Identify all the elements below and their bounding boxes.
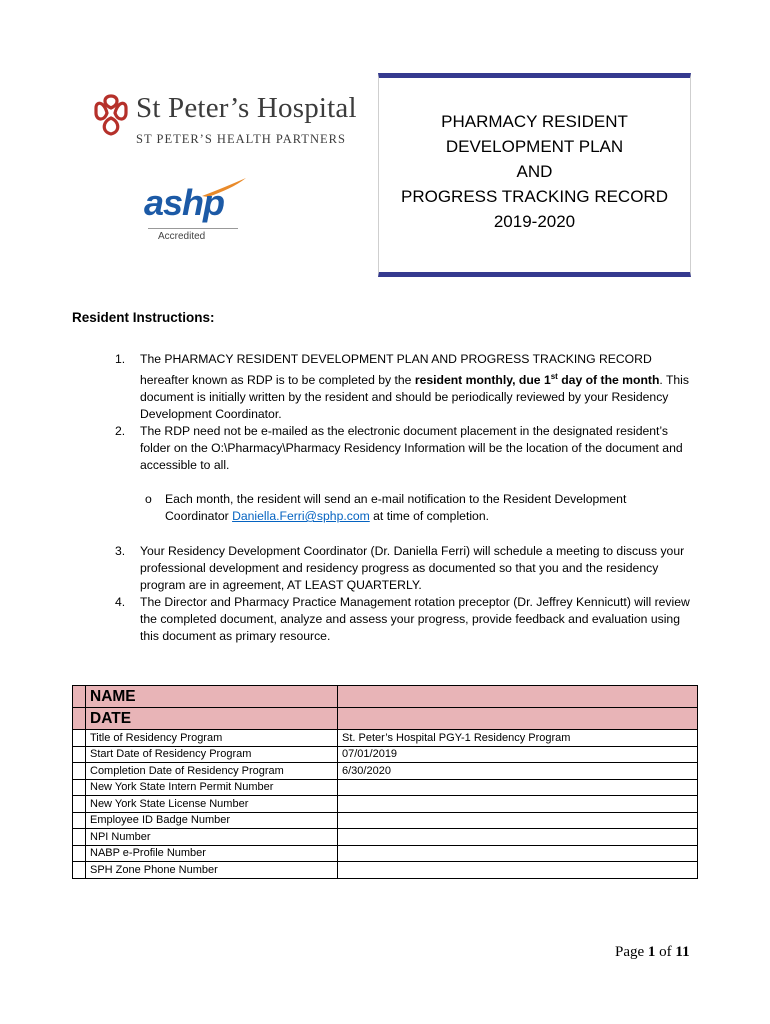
gutter-cell [73,812,86,829]
item-text: The RDP need not be e-mailed as the electronic document placement in the designated resident’s folder on the O:\Pharmacy\Pharmacy Residency Information will be the location of the document and accessible to all. [140,424,683,473]
row-value[interactable]: 6/30/2020 [338,763,698,780]
table-row [73,730,698,747]
item-superscript: st [550,372,558,381]
title-line-3: AND [516,162,553,181]
table-row [73,763,698,780]
row-label: New York State Intern Permit Number [86,779,338,796]
row-value[interactable]: St. Peter’s Hospital PGY-1 Residency Program [338,730,698,747]
title-line-1: PHARMACY RESIDENT [441,112,628,131]
table-row [73,779,698,796]
item-bold-text: resident monthly, due 1 [414,373,551,388]
hospital-name: St Peter’s Hospital [136,92,357,124]
name-label: NAME [86,686,338,708]
item-bold-text-2: day of the month [557,373,660,388]
item-text-2: . This document is initially written by the resident and should be periodically reviewed by your Residency Development Coordinator. [140,373,689,422]
page-current: 1 [647,944,656,960]
instructions-list-top [115,351,700,474]
row-label: Completion Date of Residency Program [86,763,338,780]
sub-text: Each month, the resident will send an e-mail notification to the Resident Development Coordinator [165,492,627,523]
item-number: 3. [115,544,126,558]
instructions-heading: Resident Instructions: [72,310,215,325]
gutter-cell [73,746,86,763]
instruction-item-2 [115,423,700,474]
gutter-cell [73,779,86,796]
row-value[interactable] [338,796,698,813]
row-value[interactable] [338,845,698,862]
document-title-box [378,73,691,277]
gutter-cell [73,686,86,708]
coordinator-email-link[interactable]: Daniella.Ferri@sphp.com [232,509,370,523]
row-label: Employee ID Badge Number [86,812,338,829]
row-label: NPI Number [86,829,338,846]
item-text: Your Residency Development Coordinator (Dr. Daniella Ferri) will schedule a meeting to discuss your professional development and residency progress as documented so that you and the residency program are in agreement, AT LEAST QUARTERLY. [140,544,685,592]
item-number: 4. [115,595,126,609]
row-label: New York State License Number [86,796,338,813]
row-value[interactable] [338,862,698,879]
gutter-cell [73,730,86,747]
of-word: of [659,944,672,960]
table-row-date [73,708,698,730]
title-line-2: DEVELOPMENT PLAN [445,137,624,156]
title-line-5: 2019-2020 [493,212,576,231]
item-text: The PHARMACY RESIDENT DEVELOPMENT PLAN AND PROGRESS TRACKING RECORD hereafter known as RDP is to be completed by the [140,352,652,388]
row-value[interactable]: 07/01/2019 [338,746,698,763]
item-number: 1. [115,352,126,366]
table-row [73,796,698,813]
row-value[interactable] [338,812,698,829]
health-partners-name: ST PETER’S HEALTH PARTNERS [136,132,346,146]
table-row [73,746,698,763]
instruction-item-3 [115,543,700,594]
ashp-divider [148,228,238,229]
row-value[interactable] [338,829,698,846]
table-row [73,829,698,846]
date-label: DATE [86,708,338,730]
gutter-cell [73,862,86,879]
ashp-accredited-logo [144,176,244,246]
table-row [73,812,698,829]
st-peters-hospital-logo [90,92,360,152]
gutter-cell [73,845,86,862]
gutter-cell [73,829,86,846]
table-row [73,862,698,879]
page-total: 11 [675,944,690,960]
item-text: The Director and Pharmacy Practice Management rotation preceptor (Dr. Jeffrey Kennicutt) will review the completed document, analyze and assess your progress, provide feedback and evaluation using this document as primary resource. [140,595,690,643]
gutter-cell [73,708,86,730]
ashp-accredited-label: Accredited [158,231,206,242]
table-row [73,845,698,862]
row-label: Title of Residency Program [86,730,338,747]
row-value[interactable] [338,779,698,796]
resident-info-table [72,685,698,879]
gutter-cell [73,763,86,780]
title-line-4: PROGRESS TRACKING RECORD [400,187,668,206]
gutter-cell [73,796,86,813]
row-label: NABP e-Profile Number [86,845,338,862]
instructions-list-bottom [115,543,700,645]
item-number: 2. [115,424,126,439]
row-label: Start Date of Residency Program [86,746,338,763]
page-word: Page [615,944,645,960]
name-value-field[interactable] [338,686,698,708]
ashp-wordmark: ashp [144,182,225,223]
sub-text-2: at time of completion. [369,509,489,523]
instruction-item-4 [115,594,700,645]
page-number [615,944,690,961]
date-value-field[interactable] [338,708,698,730]
row-label: SPH Zone Phone Number [86,862,338,879]
sub-bullet-marker: o [145,492,152,506]
celtic-cross-icon [90,92,132,138]
instruction-item-1 [115,351,700,423]
table-row-name [73,686,698,708]
instruction-sub-bullet [145,491,685,525]
